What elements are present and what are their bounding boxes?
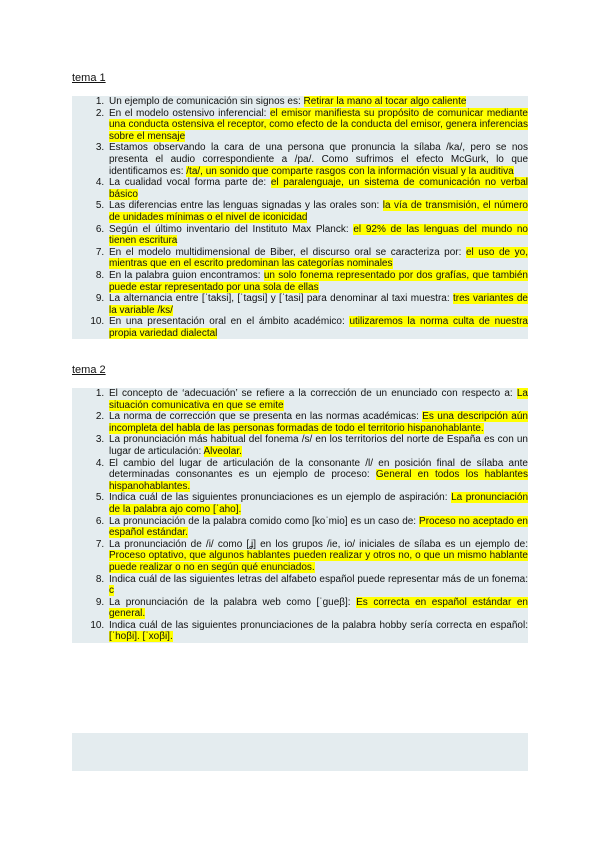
question-text: En el modelo multidimensional de Biber, el discurso oral se caracteriza por: <box>109 246 466 258</box>
question-text: Las diferencias entre las lenguas signadas y las orales son: <box>109 200 383 212</box>
question-item <box>107 200 528 223</box>
section-title-tema-2: tema 2 <box>72 364 106 376</box>
question-text: La pronunciación más habitual del fonema /s/ en los territorios del norte de España es con un lugar de articulación: <box>109 434 528 457</box>
question-block-tema-2 <box>72 388 528 643</box>
answer-highlight: el paralenguaje, un sistema de comunicación no verbal básico <box>109 177 528 200</box>
answer-highlight: utilizaremos la norma culta de nuestra propia variedad dialectal <box>109 316 528 339</box>
question-text: El concepto de ‘adecuación’ se refiere a la corrección de un enunciado con respecto a: <box>109 388 517 399</box>
answer-highlight: Alveolar. <box>203 445 242 457</box>
question-item <box>107 224 528 247</box>
answer-highlight: Es una descripción aún incompleta del habla de las personas formadas de todo el territorio hispanohablante. <box>109 411 528 434</box>
question-text: La cualidad vocal forma parte de: <box>109 177 271 189</box>
answer-highlight: Proceso optativo, que algunos hablantes pueden realizar y otros no, o que un mismo hablante puede realizar o no en según qué enunciados. <box>109 550 528 573</box>
question-text: Según el último inventario del Instituto Max Planck: <box>109 223 354 235</box>
question-text: En el modelo ostensivo inferencial: <box>109 107 270 119</box>
answer-highlight: Retirar la mano al tocar algo caliente <box>303 96 467 107</box>
answer-highlight: General en todos los hablantes hispanohablantes. <box>109 469 528 492</box>
answer-highlight: [ˈhoβi]. [ˈxoβi]. <box>109 631 173 643</box>
answer-highlight: un solo fonema representado por dos grafías, que también puede estar representado por una sola de ellas <box>109 269 528 293</box>
question-item <box>107 492 528 515</box>
question-list-tema-2 <box>72 388 528 643</box>
question-item <box>107 434 528 457</box>
question-item <box>107 293 528 316</box>
question-text: La pronunciación de /i/ como [ʝ] en los grupos /ie, io/ iniciales de sílaba es un ejemplo de: <box>109 538 528 550</box>
question-item <box>107 142 528 177</box>
question-text: En una presentación oral en el ámbito académico: <box>109 316 350 328</box>
question-text: Un ejemplo de comunicación sin signos es: <box>109 96 304 107</box>
answer-highlight: el uso de yo, mientras que en el escrito predominan las categorías nominales <box>109 246 528 270</box>
question-item <box>107 247 528 270</box>
question-item <box>107 620 528 643</box>
question-item <box>107 388 528 411</box>
answer-highlight: La pronunciación de la palabra ajo como [ˈaho]. <box>109 492 529 515</box>
question-text: La alternancia entre [ˈtaksi], [ˈtagsi] y [ˈtasi] para denominar al taxi muestra: <box>109 293 453 305</box>
question-item <box>107 574 528 597</box>
question-item <box>107 177 528 200</box>
question-text: Indica cuál de las siguientes letras del alfabeto español puede representar más de un fonema: <box>109 573 528 585</box>
question-list-tema-1 <box>72 96 528 339</box>
answer-highlight: el 92% de las lenguas del mundo no tienen escritura <box>109 223 528 247</box>
answer-highlight: /ta/, un sonido que comparte rasgos con la información visual y la auditiva <box>186 165 514 177</box>
question-item <box>107 316 528 339</box>
answer-highlight: tres variantes de la variable /ks/ <box>109 293 528 316</box>
empty-answer-block <box>72 733 528 771</box>
question-text: La pronunciación de la palabra comido como [koˈmio] es un caso de: <box>109 515 420 527</box>
question-text: Indica cuál de las siguientes pronunciaciones de la palabra hobby sería correcta en español: <box>109 619 528 631</box>
question-text: La pronunciación de la palabra web como [ˈgueβ]: <box>109 596 357 608</box>
answer-highlight: la vía de transmisión, el número de unidades mínimas o el nivel de iconicidad <box>109 200 528 223</box>
question-item <box>107 516 528 539</box>
question-text: La norma de corrección que se presenta en las normas académicas: <box>109 411 423 423</box>
question-item <box>107 458 528 493</box>
question-item <box>107 597 528 620</box>
question-item <box>107 411 528 434</box>
question-item <box>107 270 528 293</box>
question-text: Indica cuál de las siguientes pronunciaciones es un ejemplo de aspiración: <box>109 492 452 504</box>
question-item <box>107 539 528 574</box>
answer-highlight: el emisor manifiesta su propósito de comunicar mediante una conducta ostensiva el receptor, como efecto de la conducta del emisor, genera inferencias sobre el mensaje <box>109 107 528 142</box>
answer-highlight: c <box>109 585 114 597</box>
question-text: Estamos observando la cara de una persona que pronuncia la sílaba /ka/, pero se nos presenta el audio correspondiente a /pa/. Como sufrimos el efecto McGurk, lo que identificamos es: <box>109 142 528 177</box>
question-block-tema-1 <box>72 96 528 339</box>
answer-highlight: La situación comunicativa en que se emite <box>109 388 528 411</box>
question-text: El cambio del lugar de articulación de la consonante /l/ en posición final de sílaba ante determinadas consonantes es un ejemplo de proceso: <box>109 457 528 481</box>
question-text: En la palabra guion encontramos: <box>109 269 264 281</box>
question-item <box>107 96 528 108</box>
section-title-tema-1: tema 1 <box>72 72 106 84</box>
question-item <box>107 108 528 143</box>
answer-highlight: Proceso no aceptado en español estándar. <box>109 515 528 539</box>
answer-highlight: Es correcta en español estándar en general. <box>109 596 528 620</box>
